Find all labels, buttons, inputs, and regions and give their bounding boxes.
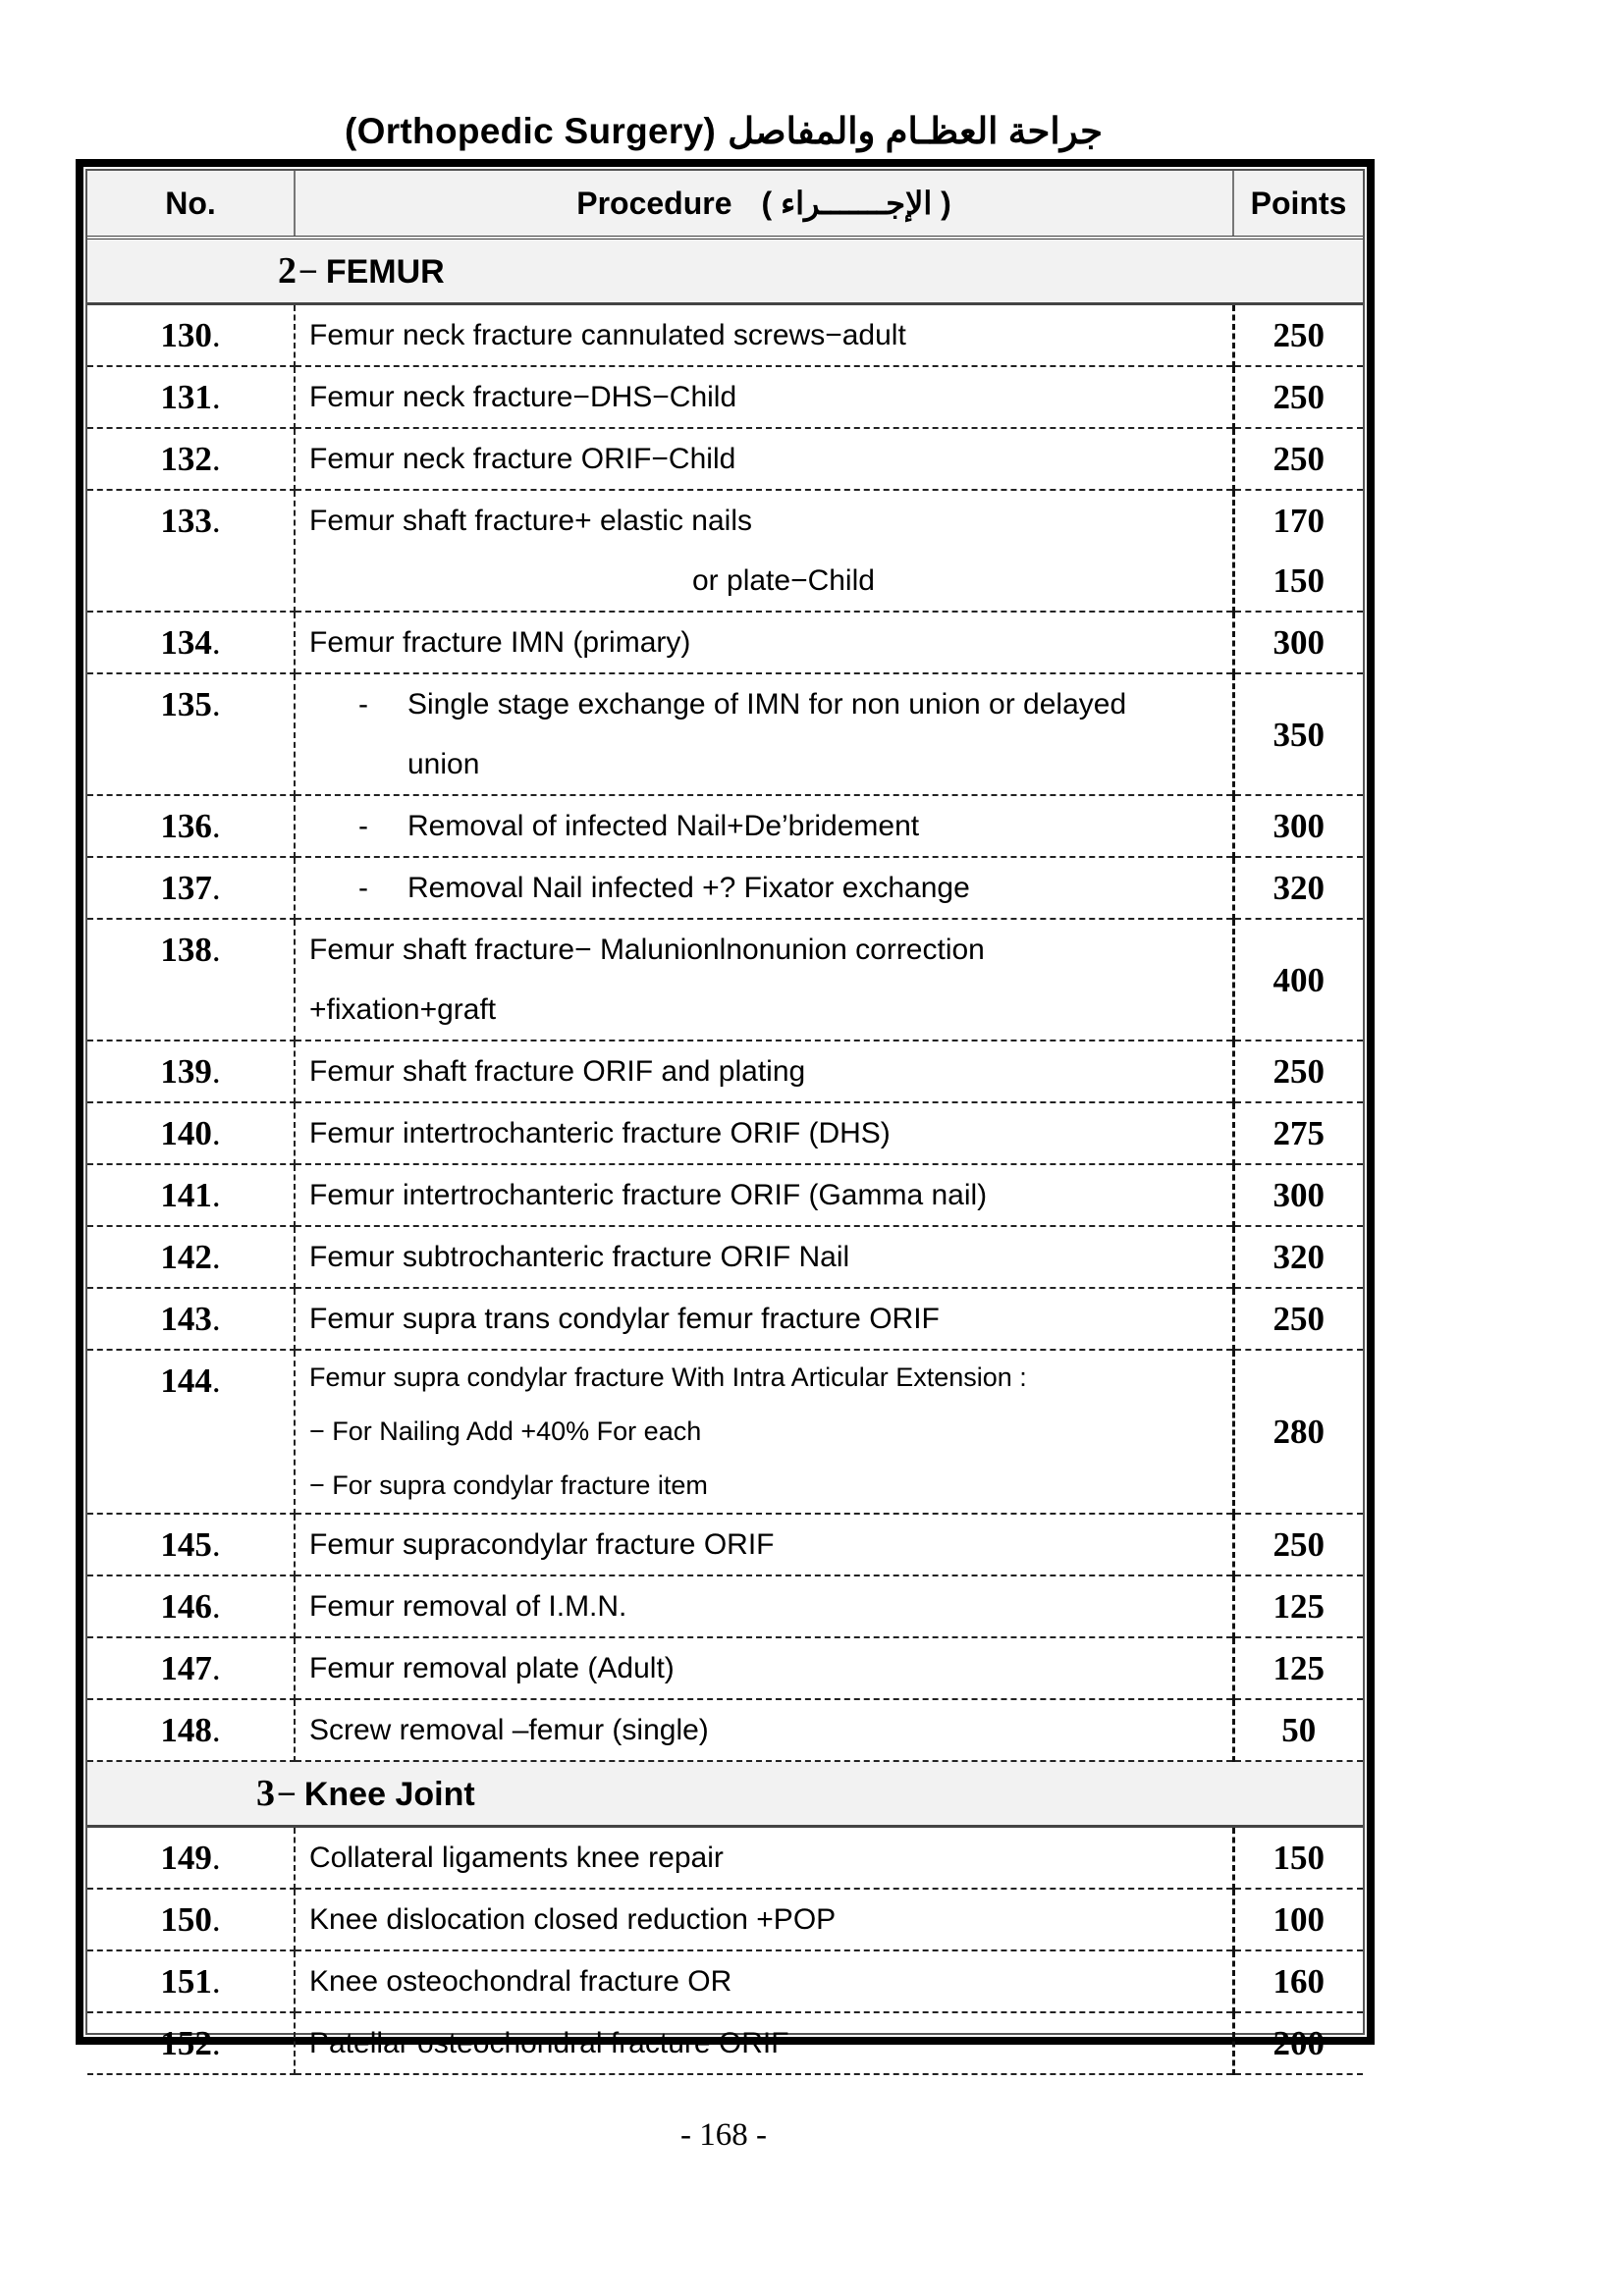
table-row: [87, 1288, 1363, 1350]
row-number: 142.: [87, 1226, 295, 1288]
row-procedure: Knee osteochondral fracture OR: [295, 1950, 1233, 2012]
section-title: Knee Joint: [303, 1776, 475, 1813]
row-points: 125: [1233, 1575, 1363, 1637]
bullet-dash: -: [358, 872, 368, 904]
row-procedure: - Removal of infected Nail+De’bridement: [295, 795, 1233, 857]
row-procedure: Femur removal of I.M.N.: [295, 1575, 1233, 1637]
row-points: 250: [1233, 1514, 1363, 1575]
row-number: 150.: [87, 1889, 295, 1950]
row-number: 140.: [87, 1102, 295, 1164]
row-procedure-line: - Single stage exchange of IMN for non union or delayed: [309, 674, 1232, 734]
row-procedure: Screw removal –femur (single): [295, 1699, 1233, 1761]
row-number: 145.: [87, 1514, 295, 1575]
bullet-dash: -: [358, 688, 368, 721]
row-number: 132.: [87, 428, 295, 490]
row-number: 143.: [87, 1288, 295, 1350]
row-number: 146.: [87, 1575, 295, 1637]
row-number: 133.: [87, 490, 295, 612]
section-dash: −: [277, 1776, 297, 1813]
row-procedure: [295, 673, 1233, 795]
table-row: [87, 1889, 1363, 1950]
table-row: [87, 1350, 1363, 1514]
section-title: FEMUR: [325, 253, 445, 291]
table-header-row: [87, 171, 1363, 238]
page-number: - 168 -: [680, 2117, 767, 2153]
row-points-value: 150: [1272, 561, 1325, 600]
table-row: [87, 795, 1363, 857]
section-label: [278, 249, 445, 293]
row-number: 147.: [87, 1637, 295, 1699]
row-points: 275: [1233, 1102, 1363, 1164]
row-number: 136.: [87, 795, 295, 857]
page-title-arabic: جراحة العظـام والمفاصل: [728, 111, 1103, 151]
table-row: [87, 919, 1363, 1041]
section-number: 3: [256, 1773, 275, 1814]
row-procedure-line: or plate−Child: [692, 564, 875, 597]
row-points: 250: [1233, 1041, 1363, 1102]
row-points-value: 170: [1272, 502, 1325, 540]
table-row: [87, 857, 1363, 919]
row-points: [1233, 490, 1363, 612]
column-header-procedure: [295, 171, 1233, 238]
table-row: [87, 2012, 1363, 2074]
row-procedure-line: Femur supra condylar fracture With Intra Articular Extension :: [309, 1362, 1027, 1392]
row-procedure: Femur neck fracture ORIF−Child: [295, 428, 1233, 490]
row-points: 250: [1233, 366, 1363, 428]
row-procedure: Patellar osteochondral fracture ORIF: [295, 2012, 1233, 2074]
row-number: 134.: [87, 612, 295, 673]
table-row: [87, 1102, 1363, 1164]
row-points: 320: [1233, 1226, 1363, 1288]
bullet-dash: -: [358, 810, 368, 842]
section-row-femur: [87, 238, 1363, 304]
row-procedure: - Removal Nail infected +? Fixator exchange: [295, 857, 1233, 919]
row-procedure-line: +fixation+graft: [309, 993, 497, 1026]
row-procedure-line: union: [407, 748, 480, 780]
column-header-no: No.: [87, 171, 295, 238]
row-number: 138.: [87, 919, 295, 1041]
table-row: [87, 1514, 1363, 1575]
row-procedure: Femur fracture IMN (primary): [295, 612, 1233, 673]
table-row: [87, 490, 1363, 612]
section-heading: [87, 1761, 1363, 1827]
table-row: [87, 1699, 1363, 1761]
row-points: 400: [1233, 919, 1363, 1041]
row-points: 350: [1233, 673, 1363, 795]
row-procedure: Femur removal plate (Adult): [295, 1637, 1233, 1699]
procedure-table-inner-frame: [85, 169, 1365, 2062]
procedure-table: [87, 171, 1363, 2075]
row-number: 131.: [87, 366, 295, 428]
row-number: 139.: [87, 1041, 295, 1102]
row-procedure: Femur supra trans condylar femur fracture ORIF: [295, 1288, 1233, 1350]
section-row-knee-joint: [87, 1761, 1363, 1827]
row-procedure: [295, 490, 1233, 612]
row-number: 149.: [87, 1827, 295, 1890]
row-number: 137.: [87, 857, 295, 919]
row-procedure-line: Femur shaft fracture− Malunionlnonunion correction: [309, 934, 985, 966]
row-procedure: Femur neck fracture cannulated screws−adult: [295, 304, 1233, 367]
row-points: 160: [1233, 1950, 1363, 2012]
table-row: [87, 1575, 1363, 1637]
table-row: [87, 366, 1363, 428]
table-row: [87, 1950, 1363, 2012]
row-number: 130.: [87, 304, 295, 367]
row-points: 50: [1233, 1699, 1363, 1761]
table-row: [87, 1827, 1363, 1890]
page-title: [0, 110, 1447, 153]
row-points: 300: [1233, 1164, 1363, 1226]
column-header-procedure-arabic: ( الإجـــــــراء ): [761, 186, 951, 221]
table-row: [87, 1164, 1363, 1226]
table-row: [87, 612, 1363, 673]
row-points: 150: [1233, 1827, 1363, 1890]
column-header-points: Points: [1233, 171, 1363, 238]
row-procedure-line: − For Nailing Add +40% For each: [309, 1416, 702, 1446]
page-title-english: (Orthopedic Surgery): [345, 111, 717, 151]
section-label: [256, 1772, 475, 1815]
row-points: 250: [1233, 428, 1363, 490]
table-row: [87, 673, 1363, 795]
row-number: 152.: [87, 2012, 295, 2074]
row-procedure: Femur subtrochanteric fracture ORIF Nail: [295, 1226, 1233, 1288]
table-row: [87, 304, 1363, 367]
row-number: 141.: [87, 1164, 295, 1226]
row-points: 320: [1233, 857, 1363, 919]
row-points: 250: [1233, 1288, 1363, 1350]
row-number: 151.: [87, 1950, 295, 2012]
row-procedure: Knee dislocation closed reduction +POP: [295, 1889, 1233, 1950]
row-procedure: Collateral ligaments knee repair: [295, 1827, 1233, 1890]
section-number: 2: [278, 250, 297, 292]
table-row: [87, 1226, 1363, 1288]
procedure-table-frame: [76, 159, 1375, 2062]
row-procedure: Femur intertrochanteric fracture ORIF (DHS): [295, 1102, 1233, 1164]
row-points: 300: [1233, 612, 1363, 673]
row-points: 300: [1233, 795, 1363, 857]
row-number: 148.: [87, 1699, 295, 1761]
row-points: 100: [1233, 1889, 1363, 1950]
row-points: 280: [1233, 1350, 1363, 1514]
section-dash: −: [298, 253, 318, 291]
table-row: [87, 428, 1363, 490]
row-procedure: [295, 1350, 1233, 1514]
row-procedure: Femur neck fracture−DHS−Child: [295, 366, 1233, 428]
section-heading: [87, 238, 1363, 304]
row-points: 200: [1233, 2012, 1363, 2074]
row-procedure-line: Femur shaft fracture+ elastic nails: [309, 505, 753, 537]
table-row: [87, 1041, 1363, 1102]
row-points: 250: [1233, 304, 1363, 367]
column-header-procedure-english: Procedure: [576, 186, 732, 221]
row-procedure: Femur shaft fracture ORIF and plating: [295, 1041, 1233, 1102]
table-row: [87, 1637, 1363, 1699]
row-procedure: [295, 919, 1233, 1041]
row-points: 125: [1233, 1637, 1363, 1699]
row-procedure-line: − For supra condylar fracture item: [309, 1470, 708, 1500]
row-number: 135.: [87, 673, 295, 795]
row-procedure: Femur supracondylar fracture ORIF: [295, 1514, 1233, 1575]
row-procedure: Femur intertrochanteric fracture ORIF (Gamma nail): [295, 1164, 1233, 1226]
row-number: 144.: [87, 1350, 295, 1514]
